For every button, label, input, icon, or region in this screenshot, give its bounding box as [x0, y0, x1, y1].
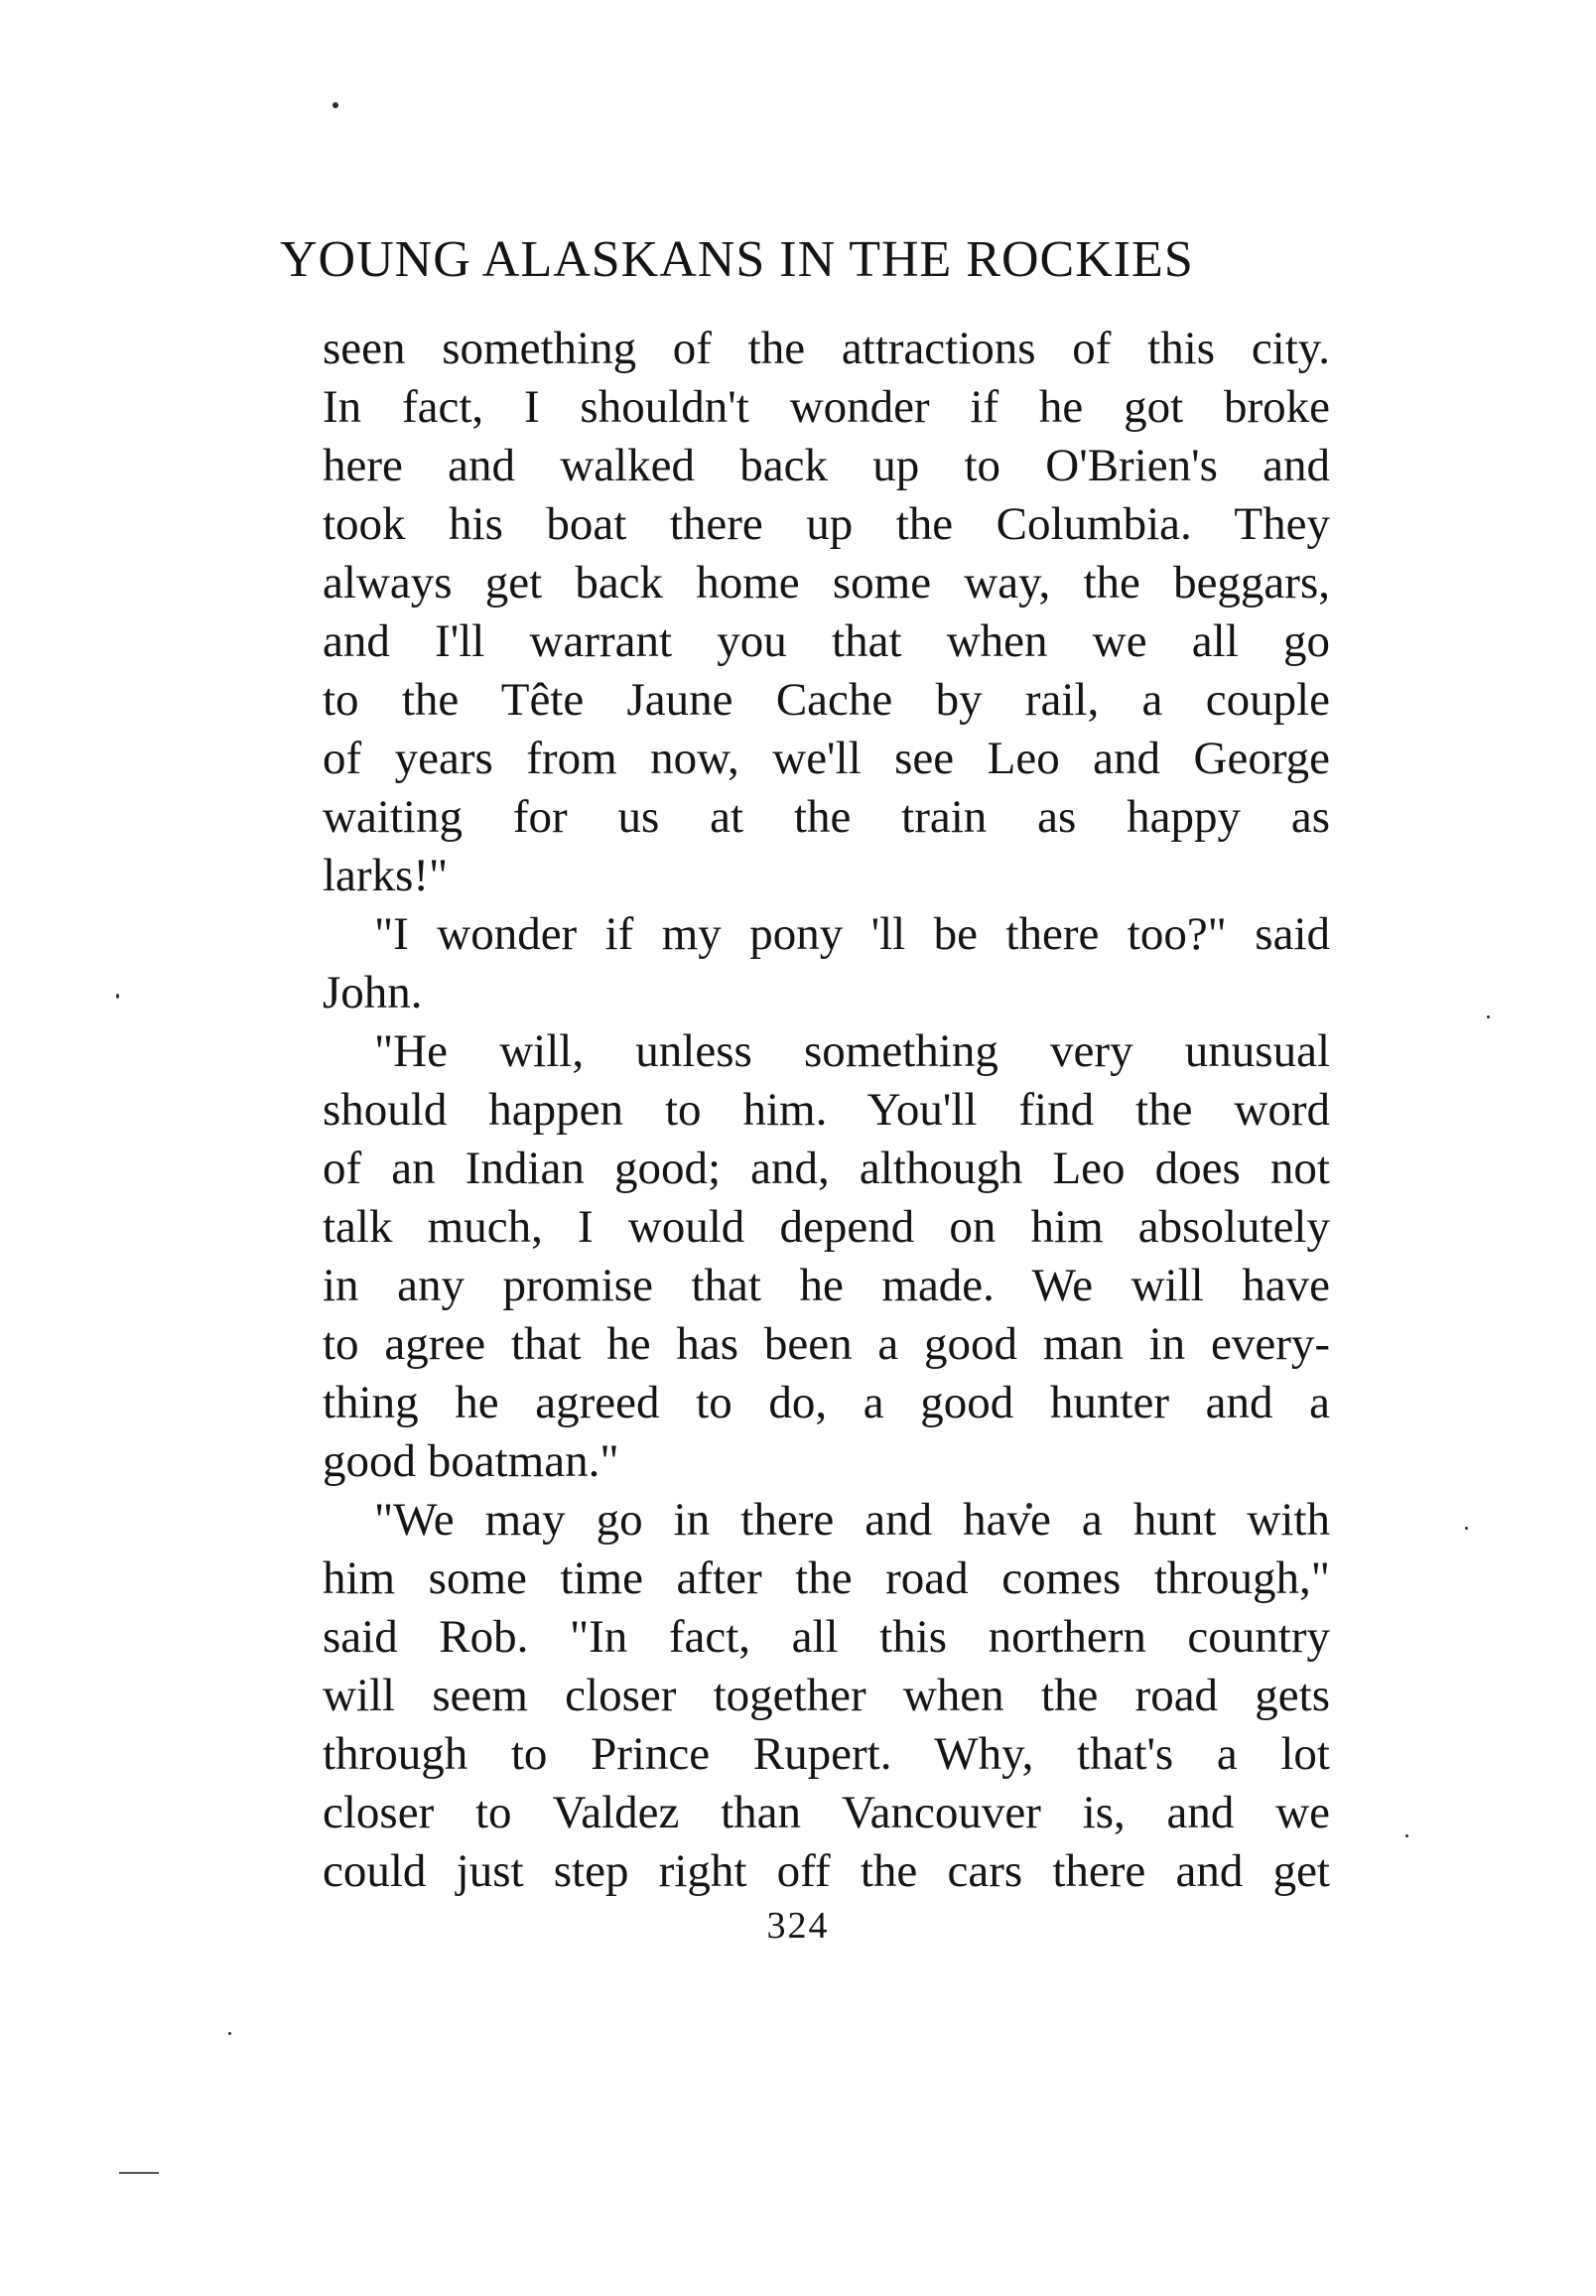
text-line: of an Indian good; and, although Leo does not: [323, 1143, 1330, 1194]
text-line: "I wonder if my pony 'll be there too?" said: [374, 908, 1330, 960]
text-line: said Rob. "In fact, all this northern country: [323, 1611, 1330, 1663]
scan-speck: [1465, 1527, 1468, 1530]
text-line: of years from now, we'll see Leo and George: [323, 733, 1330, 784]
text-line: "We may go in there and have a hunt with: [374, 1494, 1330, 1546]
text-line: through to Prince Rupert. Why, that's a lot: [323, 1728, 1330, 1780]
text-line: and I'll warrant you that when we all go: [323, 615, 1330, 667]
scan-speck: [1487, 1015, 1490, 1018]
text-line: In fact, I shouldn't wonder if he got broke: [323, 381, 1330, 433]
text-line: could just step right off the cars there and get: [323, 1845, 1330, 1897]
scan-speck: [1405, 1834, 1408, 1837]
text-line: talk much, I would depend on him absolutely: [323, 1201, 1330, 1253]
text-line: should happen to him. You'll find the word: [323, 1084, 1330, 1136]
text-line: to the Tête Jaune Cache by rail, a couple: [323, 674, 1330, 726]
body-text: [323, 320, 1330, 1901]
scan-speck: [116, 994, 119, 999]
page-number: 324: [766, 1905, 830, 1947]
text-line: larks!": [323, 850, 449, 901]
text-line: "He will, unless something very unusual: [374, 1025, 1330, 1077]
text-line: him some time after the road comes through,": [323, 1553, 1330, 1604]
text-line: seen something of the attractions of this city.: [323, 323, 1330, 374]
text-line: John.: [323, 967, 423, 1018]
text-line: always get back home some way, the beggars,: [323, 557, 1330, 608]
text-line: in any promise that he made. We will have: [323, 1260, 1330, 1311]
running-head: YOUNG ALASKANS IN THE ROCKIES: [280, 231, 1194, 288]
scan-speck: [332, 102, 338, 108]
text-line: to agree that he has been a good man in every-: [323, 1318, 1330, 1370]
text-line: took his boat there up the Columbia. They: [323, 498, 1330, 550]
text-line: thing he agreed to do, a good hunter and a: [323, 1377, 1330, 1428]
scan-mark: [119, 2172, 159, 2174]
text-line: waiting for us at the train as happy as: [323, 791, 1330, 843]
text-line: here and walked back up to O'Brien's and: [323, 440, 1330, 491]
scan-speck: [228, 2032, 231, 2035]
text-line: closer to Valdez than Vancouver is, and we: [323, 1787, 1330, 1838]
text-line: will seem closer together when the road gets: [323, 1670, 1330, 1721]
text-line: good boatman.": [323, 1435, 619, 1487]
